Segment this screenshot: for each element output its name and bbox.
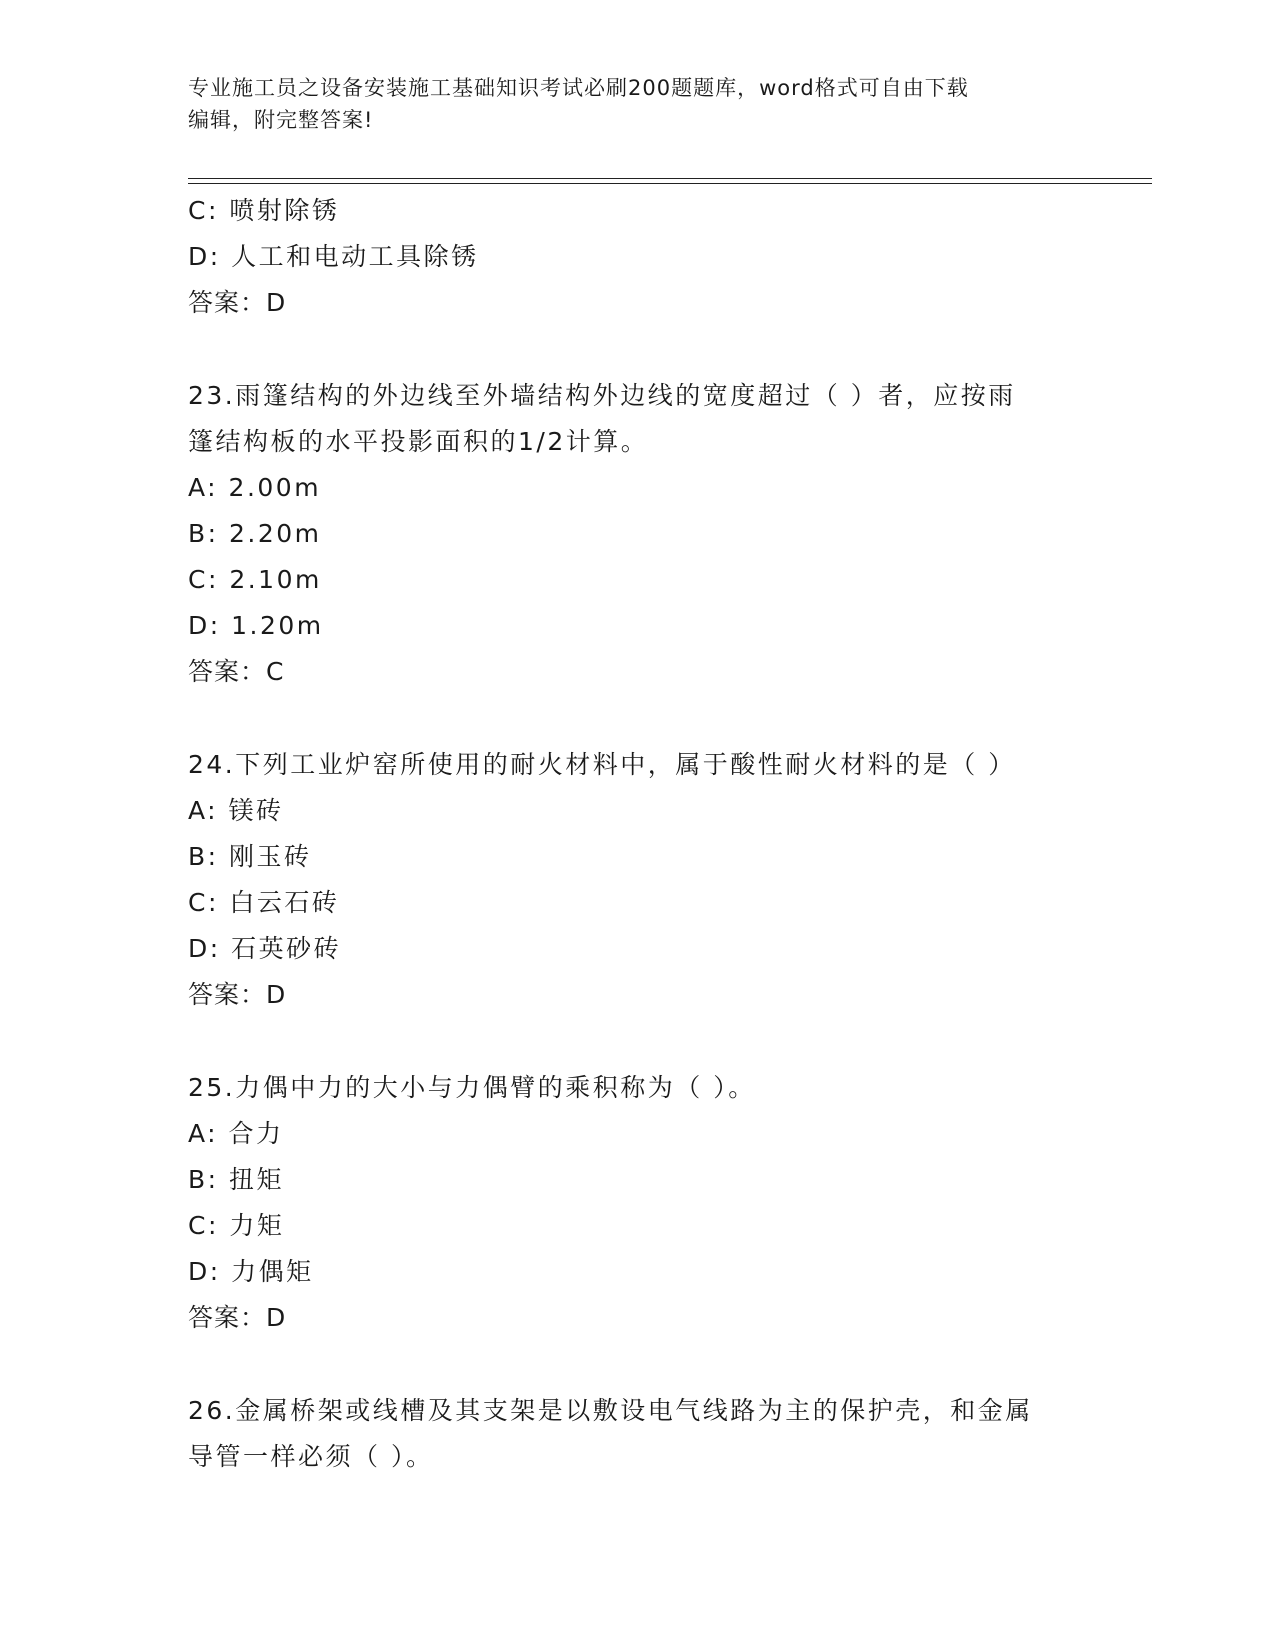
option-b: B: 扭矩 <box>188 1165 285 1194</box>
question-text-line1: 23.雨篷结构的外边线至外墙结构外边线的宽度超过（ ）者，应按雨 <box>188 381 1016 410</box>
option-a: A: 合力 <box>188 1119 284 1148</box>
header-divider-bottom <box>188 183 1152 184</box>
document-header <box>188 72 1068 136</box>
question-content <box>188 188 1088 1480</box>
option-c: C: 喷射除锈 <box>188 196 340 225</box>
question-25 <box>188 1065 1088 1341</box>
option-a: A: 2.00m <box>188 473 322 502</box>
answer-line: 答案：D <box>188 288 287 317</box>
option-c: C: 白云石砖 <box>188 888 340 917</box>
option-d: D: 力偶矩 <box>188 1257 314 1286</box>
spacer <box>188 1341 1088 1388</box>
option-b: B: 2.20m <box>188 519 322 548</box>
question-23 <box>188 373 1088 695</box>
option-d: D: 石英砂砖 <box>188 934 342 963</box>
answer-line: 答案：C <box>188 657 285 686</box>
option-a: A: 镁砖 <box>188 796 284 825</box>
option-b: B: 刚玉砖 <box>188 842 312 871</box>
spacer <box>188 326 1088 373</box>
header-title-line2: 编辑，附完整答案! <box>188 108 374 132</box>
answer-line: 答案：D <box>188 980 287 1009</box>
option-c: C: 力矩 <box>188 1211 285 1240</box>
answer-line: 答案：D <box>188 1303 287 1332</box>
question-24 <box>188 742 1088 1018</box>
spacer <box>188 695 1088 742</box>
option-c: C: 2.10m <box>188 565 322 594</box>
question-text-line1: 25.力偶中力的大小与力偶臂的乘积称为（ ）。 <box>188 1073 756 1102</box>
spacer <box>188 1018 1088 1065</box>
option-d: D: 1.20m <box>188 611 324 640</box>
question-text-line1: 26.金属桥架或线槽及其支架是以敷设电气线路为主的保护壳，和金属 <box>188 1396 1033 1425</box>
prev-question-block <box>188 188 1088 326</box>
option-d: D: 人工和电动工具除锈 <box>188 242 479 271</box>
question-text-line2: 导管一样必须（ ）。 <box>188 1442 434 1471</box>
header-divider-top <box>188 178 1152 179</box>
question-26 <box>188 1388 1088 1480</box>
question-text-line2: 篷结构板的水平投影面积的1/2计算。 <box>188 427 649 456</box>
question-text-line1: 24.下列工业炉窑所使用的耐火材料中，属于酸性耐火材料的是（ ） <box>188 750 1016 779</box>
header-title-line1: 专业施工员之设备安装施工基础知识考试必刷200题题库，word格式可自由下载 <box>188 76 969 100</box>
